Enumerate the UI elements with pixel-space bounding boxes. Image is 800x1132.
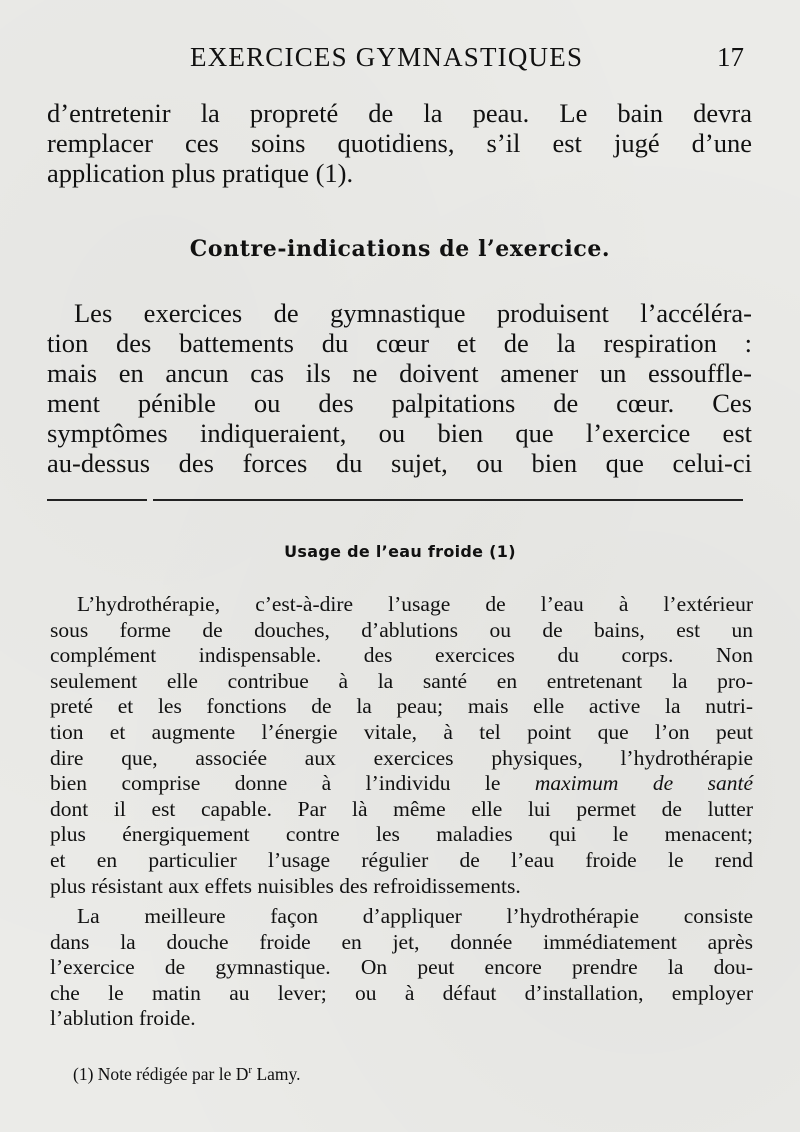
text-line: au-dessus des forces du sujet, ou bien que celui-ci <box>47 448 752 478</box>
text-line: tion des battements du cœur et de la respiration : <box>47 328 752 358</box>
note-line: preté et les fonctions de la peau; mais elle active la nutri- <box>50 694 753 719</box>
footnote-text: (1) Note rédigée par le D <box>73 1064 249 1084</box>
footnote-name: Lamy. <box>256 1064 301 1084</box>
note-line: sous forme de douches, d’ablutions ou de bains, est un <box>50 617 753 642</box>
note-line: tion et augmente l’énergie vitale, à tel point que l’on peut <box>50 719 753 744</box>
note-line: complément indispensable. des exercices du corps. Non <box>50 643 753 668</box>
note-line: et en particulier l’usage régulier de l’eau froide le rend <box>50 847 753 872</box>
note-line: dont il est capable. Par là même elle lui permet de lutter <box>50 796 753 821</box>
footnote <box>73 1064 301 1085</box>
text-line: d’entretenir la propreté de la peau. Le bain devra <box>47 98 752 128</box>
text-line: symptômes indiqueraient, ou bien que l’exercice est <box>47 418 752 448</box>
note-line: che le matin au lever; ou à défaut d’installation, employer <box>50 980 753 1005</box>
footnote-superscript: r <box>248 1064 253 1077</box>
note-line: l’exercice de gymnastique. On peut encore prendre la dou- <box>50 955 753 980</box>
emphasis-maximum-de-sante: maximum de santé <box>534 771 754 796</box>
note-paragraph-2 <box>50 904 753 1032</box>
note-line: dire que, associée aux exercices physiques, l’hydrothérapie <box>50 745 753 770</box>
note-line: L’hydrothérapie, c’est-à-dire l’usage de l’eau à l’extérieur <box>77 592 753 616</box>
paragraph-contre-indications <box>47 298 752 478</box>
text-line: ment pénible ou des palpitations de cœur. Ces <box>47 388 752 418</box>
section-heading: Contre-indications de l’exercice. <box>189 236 611 262</box>
footnote-rule-short <box>47 499 147 501</box>
note-line-text: bien comprise donne à l’individu le <box>50 771 501 796</box>
note-paragraph-1 <box>50 592 753 899</box>
note-line: plus résistant aux effets nuisibles des refroidissements. <box>50 873 521 898</box>
note-line: l’ablution froide. <box>50 1006 196 1031</box>
text-line: remplacer ces soins quotidiens, s’il est jugé d’une <box>47 128 752 158</box>
running-head <box>0 40 800 80</box>
note-line: plus énergiquement contre les maladies qui le menacent; <box>50 822 753 847</box>
note-line: dans la douche froide en jet, donnée immédiatement après <box>50 929 753 954</box>
note-line: seulement elle contribue à la santé en entretenant la pro- <box>50 668 753 693</box>
running-title: EXERCICES GYMNASTIQUES <box>190 42 584 72</box>
paragraph-continuation <box>47 98 752 188</box>
text-line: Les exercices de gymnastique produisent l’accéléra- <box>74 298 752 328</box>
note-line-mixed <box>50 771 753 797</box>
note-heading: Usage de l’eau froide (1) <box>284 542 516 561</box>
page-number: 17 <box>717 42 744 72</box>
text-line: mais en ancun cas ils ne doivent amener un essouffle- <box>47 358 752 388</box>
text-line: application plus pratique (1). <box>47 158 354 188</box>
note-line: La meilleure façon d’appliquer l’hydrothérapie consiste <box>77 904 753 928</box>
footnote-rule-long <box>153 499 743 501</box>
